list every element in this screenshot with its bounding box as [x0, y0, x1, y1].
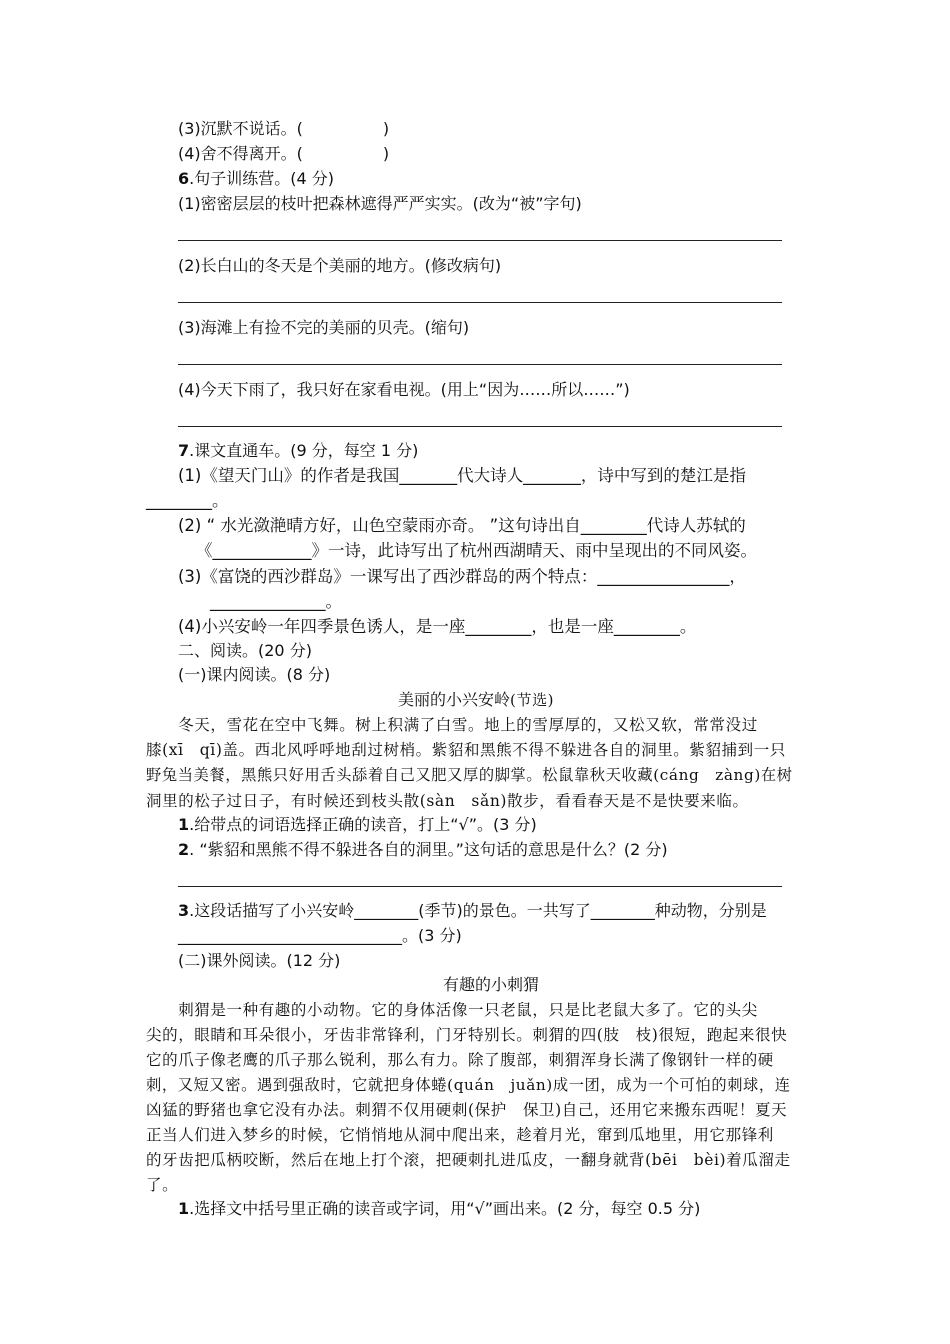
part-2-question-1	[178, 1198, 700, 1220]
passage-1-line-4: 洞里的松子过日子，有时候还到枝头散(sàn sǎn)散步，看看春天是不是快要来临。	[146, 792, 749, 810]
part-1-q3-number: 3	[178, 901, 190, 920]
q7-item-1-line-2: ________。	[146, 491, 229, 510]
part-1-q2-answer-line[interactable]	[178, 886, 782, 887]
part-1-question-3	[178, 900, 767, 922]
part-2-q1-number: 1	[178, 1199, 190, 1218]
passage-2-title: 有趣的小刺猬	[443, 975, 540, 994]
q7-item-2-line-2: 《____________》一诗，此诗写出了杭州西湖晴天、雨中呈现出的不同风姿。	[196, 541, 757, 560]
q6-number: 6	[178, 169, 190, 188]
q5-item-3: (3)沉默不说话。( )	[178, 119, 390, 138]
passage-2-line-6: 正当人们进入梦乡的时候，它悄悄地从洞中爬出来，趁着月光，窜到瓜地里，用它那锋利	[146, 1126, 774, 1144]
q7-number: 7	[178, 441, 190, 460]
part-2-q1-text: .选择文中括号里正确的读音或字词，用“√”画出来。(2 分，每空 0.5 分)	[189, 1199, 701, 1218]
passage-2-line-7: 的牙齿把瓜柄咬断，然后在地上打个滚，把硬刺扎进瓜皮，一翻身就背(bēi bèi)着瓜溜走	[146, 1151, 791, 1169]
q6-title: .句子训练营。(4 分)	[189, 169, 334, 188]
q7-item-3-line-1: (3)《富饶的西沙群岛》一课写出了西沙群岛的两个特点：________________，	[178, 567, 746, 586]
part-1-q3-text: .这段话描写了小兴安岭________(季节)的景色。一共写了________种动物，分别是	[189, 901, 767, 920]
q6-answer-line-1[interactable]	[178, 240, 782, 241]
q6-item-4: (4)今天下雨了，我只好在家看电视。(用上“因为……所以……”)	[178, 380, 630, 399]
part-1-question-3-line-2: ____________________________。(3 分)	[178, 926, 462, 945]
passage-2-line-3: 它的爪子像老鹰的爪子那么锐利，那么有力。除了腹部，刺猬浑身长满了像钢针一样的硬	[146, 1051, 774, 1069]
q6-item-1: (1)密密层层的枝叶把森林遮得严严实实。(改为“被”字句)	[178, 194, 582, 213]
part-1-q1-number: 1	[178, 815, 190, 834]
q6-item-2: (2)长白山的冬天是个美丽的地方。(修改病句)	[178, 256, 502, 275]
q6-heading	[178, 168, 334, 190]
q5-item-4: (4)舍不得离开。( )	[178, 144, 390, 163]
passage-2-line-8: 了。	[146, 1176, 179, 1194]
passage-2-line-4: 刺，又短又密。遇到强敌时，它就把身体蜷(quán juǎn)成一团，成为一个可怕的刺球，连	[146, 1076, 791, 1094]
q7-item-3-line-2: ______________。	[210, 592, 342, 611]
reading-part-1-header: (一)课内阅读。(8 分)	[178, 665, 331, 684]
passage-1-title-text: 美丽的小兴安岭	[398, 690, 511, 709]
q7-item-1-line-1: (1)《望天门山》的作者是我国_______代大诗人_______，诗中写到的楚江是指	[178, 466, 746, 485]
q6-answer-line-4[interactable]	[178, 426, 782, 427]
part-1-question-1	[178, 814, 537, 836]
q7-heading	[178, 440, 418, 462]
passage-1-line-2: 膝(xī qī)盖。西北风呼呼地刮过树梢。紫貂和黑熊不得不躲进各自的洞里。紫貂捕到一只	[146, 741, 786, 759]
q7-item-4: (4)小兴安岭一年四季景色诱人，是一座________，也是一座________。	[178, 617, 697, 636]
passage-2-line-2: 尖的，眼睛和耳朵很小，牙齿非常锋利，门牙特别长。刺猬的四(肢 枝)很短，跑起来很快	[146, 1026, 788, 1044]
reading-part-2-header: (二)课外阅读。(12 分)	[178, 951, 341, 970]
reading-section-header: 二、阅读。(20 分)	[178, 641, 312, 660]
passage-1-line-3: 野兔当美餐，黑熊只好用舌头舔着自己又肥又厚的脚掌。松鼠靠秋天收藏(cáng zàng)在树	[146, 766, 793, 784]
passage-1-title-note: (节选)	[510, 691, 555, 709]
passage-2-line-1: 刺猬是一种有趣的小动物。它的身体活像一只老鼠，只是比老鼠大多了。它的头尖	[146, 1001, 758, 1019]
passage-1-line-1: 冬天，雪花在空中飞舞。树上积满了白雪。地上的雪厚厚的，又松又软，常常没过	[146, 716, 758, 734]
passage-2-line-5: 凶猛的野猪也拿它没有办法。刺猬不仅用硬刺(保护 保卫)自己，还用它来搬东西呢！夏天	[146, 1101, 788, 1119]
part-1-q1-text: .给带点的词语选择正确的读音，打上“√”。(3 分)	[189, 815, 537, 834]
part-1-q2-number: 2	[178, 840, 190, 859]
q7-item-2-line-1: (2) “ 水光潋滟晴方好，山色空蒙雨亦奇。 ”这句诗出自________代诗人苏轼的	[178, 516, 746, 535]
q6-answer-line-3[interactable]	[178, 364, 782, 365]
q6-answer-line-2[interactable]	[178, 302, 782, 303]
q6-item-3: (3)海滩上有捡不完的美丽的贝壳。(缩句)	[178, 318, 470, 337]
part-1-q2-text: . “紫貂和黑熊不得不躲进各自的洞里。”这句话的意思是什么？(2 分)	[189, 840, 668, 859]
part-1-question-2	[178, 839, 668, 861]
q7-title: .课文直通车。(9 分，每空 1 分)	[189, 441, 419, 460]
passage-1-title	[398, 689, 554, 711]
